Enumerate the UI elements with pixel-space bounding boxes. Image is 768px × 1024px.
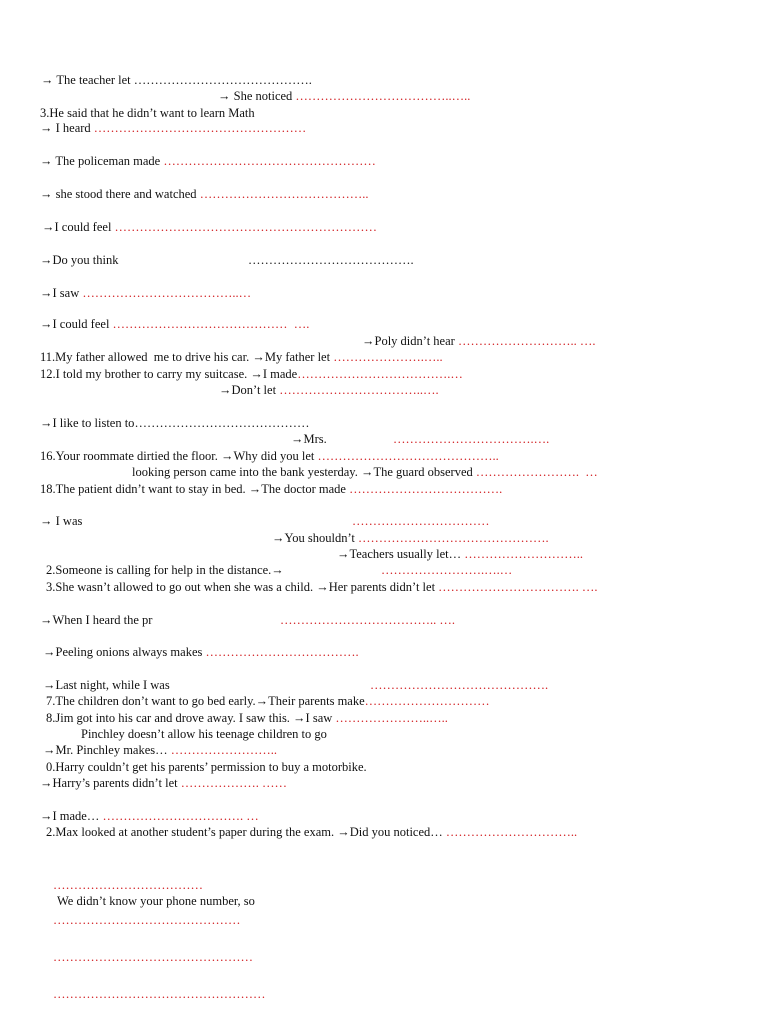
worksheet-line: →When I heard the pr ……………………………….. …. xyxy=(40,613,455,627)
worksheet-line: looking person came into the bank yesterday. →The guard observed ……………………. … xyxy=(132,465,598,479)
worksheet-line: →Last night, while I was ……………………………………. xyxy=(43,678,549,692)
worksheet-line: →You shouldn’t ………………………………………. xyxy=(272,531,549,545)
worksheet-line: …………………………………………… xyxy=(53,987,266,1001)
worksheet-line: 11.My father allowed me to drive his car. →My father let ………………….….. xyxy=(40,350,443,364)
worksheet-line: ………………………………………… xyxy=(53,950,253,964)
worksheet-line: →Peeling onions always makes ………………………………. xyxy=(43,645,359,659)
worksheet-line: → I heard …………………………………………… xyxy=(40,121,307,135)
worksheet-line: 8.Jim got into his car and drove away. I saw this. →I saw …………………..….. xyxy=(46,711,448,725)
worksheet-line: →Mrs. …………………………….…. xyxy=(291,432,550,446)
worksheet-line: ……………………………………… xyxy=(53,913,241,927)
worksheet-line: 18.The patient didn’t want to stay in bed. →The doctor made ………………………………. xyxy=(40,482,503,496)
worksheet-line: →Teachers usually let… ……………………….. xyxy=(337,547,583,561)
worksheet-line: →Mr. Pinchley makes… …………………….. xyxy=(43,743,278,757)
worksheet-line: 16.Your roommate dirtied the floor. →Why did you let …………………………………….. xyxy=(40,449,499,463)
worksheet-line: → The policeman made …………………………………………… xyxy=(40,154,376,168)
worksheet-line: Pinchley doesn’t allow his teenage children to go xyxy=(81,727,327,741)
worksheet-line: →Do you think …………………………………. xyxy=(40,253,414,267)
worksheet-line: ……………………………… xyxy=(53,878,203,892)
worksheet-line: 2.Max looked at another student’s paper during the exam. →Did you noticed… ………………………….. xyxy=(46,825,578,839)
worksheet-line: → She noticed ………………………………..….. xyxy=(218,89,471,103)
worksheet-line: 0.Harry couldn’t get his parents’ permission to buy a motorbike. xyxy=(46,760,367,774)
worksheet-line: →I saw ………………………………..… xyxy=(40,286,252,300)
worksheet-line: →I made… ……………………………. … xyxy=(40,809,259,823)
worksheet-line: → she stood there and watched ………………………………….. xyxy=(40,187,369,201)
worksheet-line: 12.I told my brother to carry my suitcase. →I made……………………………….… xyxy=(40,367,463,381)
worksheet-line: →Don’t let ……………………………..…. xyxy=(219,383,439,397)
worksheet-line: 3.He said that he didn’t want to learn Math xyxy=(40,106,255,120)
worksheet-line: →I could feel ……………………………………………………… xyxy=(42,220,378,234)
worksheet-line: 7.The children don’t want to go bed early.→Their parents make………………………… xyxy=(46,694,490,708)
worksheet-line: →Harry’s parents didn’t let ………………. …… xyxy=(40,776,287,790)
worksheet-line: → I was …………………………… xyxy=(40,514,490,528)
worksheet-line: → The teacher let ……………………………………. xyxy=(41,73,312,87)
worksheet-line: →Poly didn’t hear ……………………….. …. xyxy=(362,334,596,348)
worksheet-line: →I could feel …………………………………… …. xyxy=(40,317,310,331)
worksheet-line: 2.Someone is calling for help in the distance.→ …………………….….… xyxy=(46,563,513,577)
worksheet-line: →I like to listen to…………………………………… xyxy=(40,416,310,430)
worksheet-line: We didn’t know your phone number, so xyxy=(57,894,255,908)
worksheet-line: 3.She wasn’t allowed to go out when she was a child. →Her parents didn’t let ……………………………. …. xyxy=(46,580,598,594)
